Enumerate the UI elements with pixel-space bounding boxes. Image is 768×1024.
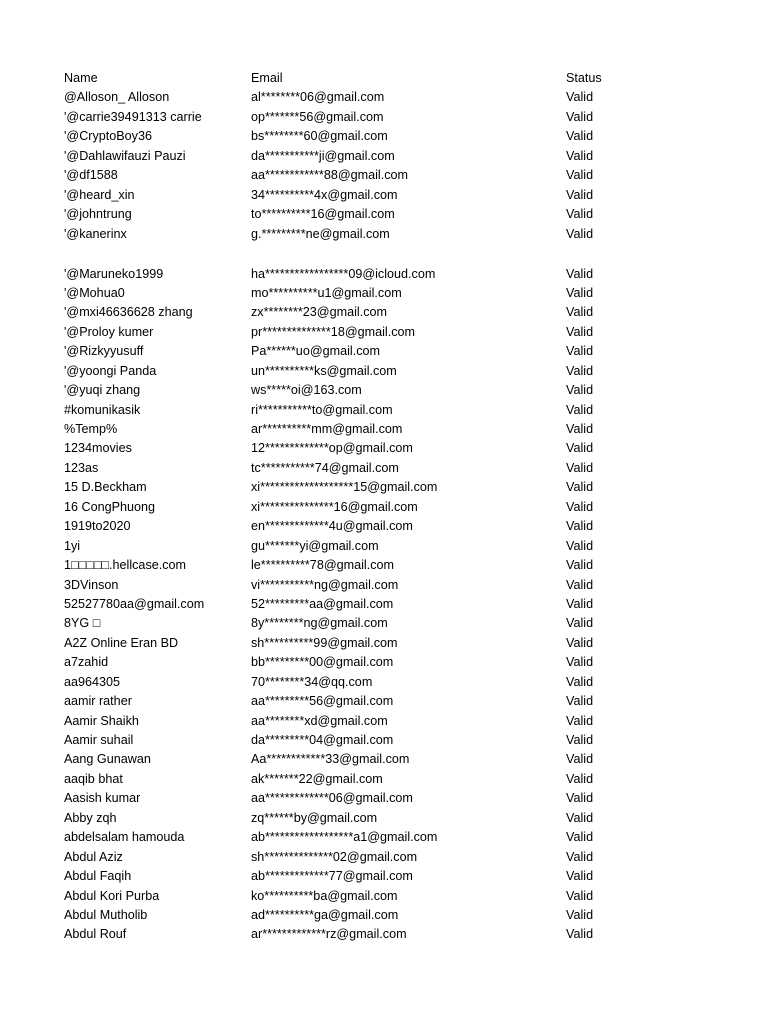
row-status-cell: Valid bbox=[566, 674, 594, 689]
row-email-cell: sh**************02@gmail.com bbox=[251, 849, 418, 864]
row-name-cell: A2Z Online Eran BD bbox=[64, 635, 179, 650]
row-name-cell: '@yoongi Panda bbox=[64, 363, 157, 378]
row-name-cell: aa964305 bbox=[64, 674, 121, 689]
row-email-cell: Aa************33@gmail.com bbox=[251, 752, 410, 767]
row-status-cell: Valid bbox=[566, 869, 594, 884]
row-name-cell: 16 CongPhuong bbox=[64, 499, 156, 514]
table-row bbox=[64, 284, 664, 303]
row-email-cell: le**********78@gmail.com bbox=[251, 558, 394, 573]
table-row bbox=[64, 537, 664, 556]
row-status-cell: Valid bbox=[566, 109, 594, 124]
table-row bbox=[64, 906, 664, 925]
table-row bbox=[64, 303, 664, 322]
row-name-cell: %Temp% bbox=[64, 422, 118, 437]
row-status-cell: Valid bbox=[566, 90, 594, 105]
table-row bbox=[64, 634, 664, 653]
row-name-cell: aaqib bhat bbox=[64, 771, 123, 786]
row-name-cell: Aasish kumar bbox=[64, 791, 141, 806]
email-column-header: Email bbox=[251, 71, 283, 85]
row-name-cell: Abby zqh bbox=[64, 810, 117, 825]
row-email-cell: 34**********4x@gmail.com bbox=[251, 187, 398, 202]
row-status-cell: Valid bbox=[566, 577, 594, 592]
row-name-cell: 1234movies bbox=[64, 441, 132, 456]
row-status-cell: Valid bbox=[566, 538, 594, 553]
table-row bbox=[64, 576, 664, 595]
row-name-cell: '@Dahlawifauzi Pauzi bbox=[64, 148, 186, 163]
row-name-cell: 1919to2020 bbox=[64, 519, 131, 534]
row-name-cell: 123as bbox=[64, 460, 99, 475]
row-name-cell: 15 D.Beckham bbox=[64, 480, 147, 495]
row-status-cell: Valid bbox=[566, 558, 594, 573]
row-status-cell: Valid bbox=[566, 616, 594, 631]
row-name-cell: a7zahid bbox=[64, 655, 109, 670]
status-column-header: Status bbox=[566, 71, 602, 85]
row-name-cell: 1□□□□□.hellcase.com bbox=[64, 558, 187, 573]
table-row bbox=[64, 887, 664, 906]
table-row bbox=[64, 828, 664, 847]
row-name-cell: #komunikasik bbox=[64, 402, 141, 417]
table-row bbox=[64, 323, 664, 342]
row-email-cell: zq******by@gmail.com bbox=[251, 810, 378, 825]
table-row bbox=[64, 205, 664, 224]
row-name-cell: '@Mohua0 bbox=[64, 285, 125, 300]
table-row bbox=[64, 653, 664, 672]
row-status-cell: Valid bbox=[566, 148, 594, 163]
row-email-cell: 52*********aa@gmail.com bbox=[251, 596, 394, 611]
row-status-cell: Valid bbox=[566, 324, 594, 339]
row-email-cell: aa*************06@gmail.com bbox=[251, 791, 413, 806]
row-name-cell: Abdul Rouf bbox=[64, 927, 127, 942]
row-email-cell: tc***********74@gmail.com bbox=[251, 460, 399, 475]
table-row bbox=[64, 731, 664, 750]
row-status-cell: Valid bbox=[566, 383, 594, 398]
table-row bbox=[64, 401, 664, 420]
table-row bbox=[64, 809, 664, 828]
row-status-cell: Valid bbox=[566, 344, 594, 359]
row-email-cell: g.*********ne@gmail.com bbox=[251, 226, 390, 241]
row-status-cell: Valid bbox=[566, 733, 594, 748]
row-status-cell: Valid bbox=[566, 752, 594, 767]
table-row bbox=[64, 673, 664, 692]
row-name-cell: 3DVinson bbox=[64, 577, 119, 592]
row-status-cell: Valid bbox=[566, 849, 594, 864]
row-email-cell: ar*************rz@gmail.com bbox=[251, 927, 407, 942]
row-email-cell: bs********60@gmail.com bbox=[251, 129, 388, 144]
row-email-cell: 12*************op@gmail.com bbox=[251, 441, 413, 456]
row-status-cell: Valid bbox=[566, 168, 594, 183]
row-status-cell: Valid bbox=[566, 907, 594, 922]
table-group-2 bbox=[64, 265, 664, 945]
row-name-cell: '@CryptoBoy36 bbox=[64, 129, 152, 144]
row-status-cell: Valid bbox=[566, 402, 594, 417]
row-name-cell: Abdul Faqih bbox=[64, 869, 132, 884]
row-email-cell: zx********23@gmail.com bbox=[251, 305, 387, 320]
row-email-cell: ak*******22@gmail.com bbox=[251, 771, 383, 786]
table-row bbox=[64, 166, 664, 185]
row-name-cell: '@Proloy kumer bbox=[64, 324, 154, 339]
row-status-cell: Valid bbox=[566, 771, 594, 786]
row-email-cell: un**********ks@gmail.com bbox=[251, 363, 397, 378]
row-email-cell: ha*****************09@icloud.com bbox=[251, 266, 436, 281]
table-row bbox=[64, 186, 664, 205]
row-email-cell: ab*************77@gmail.com bbox=[251, 869, 413, 884]
row-name-cell: aamir rather bbox=[64, 694, 132, 709]
row-status-cell: Valid bbox=[566, 285, 594, 300]
row-email-cell: ri***********to@gmail.com bbox=[251, 402, 393, 417]
row-status-cell: Valid bbox=[566, 810, 594, 825]
name-column-header: Name bbox=[64, 71, 98, 85]
row-status-cell: Valid bbox=[566, 363, 594, 378]
table-row bbox=[64, 750, 664, 769]
row-email-cell: da***********ji@gmail.com bbox=[251, 148, 395, 163]
row-name-cell: Aamir suhail bbox=[64, 733, 134, 748]
row-status-cell: Valid bbox=[566, 791, 594, 806]
table-row bbox=[64, 362, 664, 381]
row-name-cell: @Alloson_ Alloson bbox=[64, 90, 170, 105]
table-row bbox=[64, 595, 664, 614]
row-name-cell: 52527780aa@gmail.com bbox=[64, 596, 205, 611]
row-status-cell: Valid bbox=[566, 207, 594, 222]
row-name-cell: '@kanerinx bbox=[64, 226, 127, 241]
row-status-cell: Valid bbox=[566, 129, 594, 144]
row-email-cell: vi***********ng@gmail.com bbox=[251, 577, 399, 592]
row-status-cell: Valid bbox=[566, 305, 594, 320]
table-row bbox=[64, 692, 664, 711]
table-row bbox=[64, 712, 664, 731]
row-name-cell: '@yuqi zhang bbox=[64, 383, 141, 398]
table-row bbox=[64, 517, 664, 536]
row-status-cell: Valid bbox=[566, 694, 594, 709]
row-status-cell: Valid bbox=[566, 460, 594, 475]
row-status-cell: Valid bbox=[566, 927, 594, 942]
row-name-cell: '@df1588 bbox=[64, 168, 118, 183]
table-row bbox=[64, 420, 664, 439]
row-name-cell: abdelsalam hamouda bbox=[64, 830, 185, 845]
table-row bbox=[64, 459, 664, 478]
row-email-cell: 70********34@qq.com bbox=[251, 674, 373, 689]
table-row bbox=[64, 867, 664, 886]
row-email-cell: ab******************a1@gmail.com bbox=[251, 830, 438, 845]
row-status-cell: Valid bbox=[566, 888, 594, 903]
row-email-cell: ws*****oi@163.com bbox=[251, 383, 362, 398]
blank-row bbox=[64, 244, 664, 265]
row-status-cell: Valid bbox=[566, 519, 594, 534]
row-name-cell: '@heard_xin bbox=[64, 187, 135, 202]
row-email-cell: da*********04@gmail.com bbox=[251, 733, 394, 748]
row-email-cell: gu*******yi@gmail.com bbox=[251, 538, 379, 553]
row-name-cell: Aamir Shaikh bbox=[64, 713, 139, 728]
row-email-cell: op*******56@gmail.com bbox=[251, 109, 384, 124]
row-email-cell: xi***************16@gmail.com bbox=[251, 499, 418, 514]
row-email-cell: sh**********99@gmail.com bbox=[251, 635, 398, 650]
row-name-cell: '@carrie39491313 carrie bbox=[64, 109, 202, 124]
row-email-cell: aa********xd@gmail.com bbox=[251, 713, 388, 728]
table-row bbox=[64, 925, 664, 944]
table-group-1 bbox=[64, 88, 664, 244]
row-status-cell: Valid bbox=[566, 596, 594, 611]
table-row bbox=[64, 225, 664, 244]
row-status-cell: Valid bbox=[566, 441, 594, 456]
row-status-cell: Valid bbox=[566, 226, 594, 241]
contact-table bbox=[64, 69, 664, 945]
row-email-cell: aa************88@gmail.com bbox=[251, 168, 408, 183]
row-status-cell: Valid bbox=[566, 655, 594, 670]
row-status-cell: Valid bbox=[566, 187, 594, 202]
row-email-cell: bb*********00@gmail.com bbox=[251, 655, 394, 670]
row-status-cell: Valid bbox=[566, 266, 594, 281]
row-name-cell: '@Maruneko1999 bbox=[64, 266, 164, 281]
row-email-cell: ko**********ba@gmail.com bbox=[251, 888, 398, 903]
table-row bbox=[64, 439, 664, 458]
row-email-cell: to**********16@gmail.com bbox=[251, 207, 395, 222]
table-row bbox=[64, 108, 664, 127]
table-row bbox=[64, 498, 664, 517]
row-status-cell: Valid bbox=[566, 480, 594, 495]
table-row bbox=[64, 381, 664, 400]
row-email-cell: ad**********ga@gmail.com bbox=[251, 907, 399, 922]
row-name-cell: Abdul Aziz bbox=[64, 849, 123, 864]
table-row bbox=[64, 342, 664, 361]
table-row bbox=[64, 770, 664, 789]
table-row bbox=[64, 614, 664, 633]
row-name-cell: '@johntrung bbox=[64, 207, 132, 222]
row-email-cell: pr**************18@gmail.com bbox=[251, 324, 415, 339]
table-row bbox=[64, 265, 664, 284]
row-email-cell: aa*********56@gmail.com bbox=[251, 694, 394, 709]
row-email-cell: en*************4u@gmail.com bbox=[251, 519, 413, 534]
row-status-cell: Valid bbox=[566, 830, 594, 845]
row-email-cell: Pa******uo@gmail.com bbox=[251, 344, 380, 359]
row-name-cell: 1yi bbox=[64, 538, 81, 553]
row-name-cell: Abdul Mutholib bbox=[64, 907, 148, 922]
row-name-cell: '@Rizkyyusuff bbox=[64, 344, 144, 359]
table-row bbox=[64, 848, 664, 867]
table-row bbox=[64, 478, 664, 497]
row-status-cell: Valid bbox=[566, 499, 594, 514]
row-email-cell: mo**********u1@gmail.com bbox=[251, 285, 402, 300]
row-name-cell: Abdul Kori Purba bbox=[64, 888, 160, 903]
table-row bbox=[64, 127, 664, 146]
row-email-cell: al********06@gmail.com bbox=[251, 90, 385, 105]
row-email-cell: ar**********mm@gmail.com bbox=[251, 422, 403, 437]
row-name-cell: '@mxi46636628 zhang bbox=[64, 305, 193, 320]
row-status-cell: Valid bbox=[566, 713, 594, 728]
row-name-cell: 8YG □ bbox=[64, 616, 101, 631]
row-status-cell: Valid bbox=[566, 635, 594, 650]
table-row bbox=[64, 789, 664, 808]
table-row bbox=[64, 88, 664, 107]
row-status-cell: Valid bbox=[566, 422, 594, 437]
row-name-cell: Aang Gunawan bbox=[64, 752, 151, 767]
table-header bbox=[64, 69, 664, 88]
table-row bbox=[64, 556, 664, 575]
table-row bbox=[64, 147, 664, 166]
row-email-cell: 8y********ng@gmail.com bbox=[251, 616, 388, 631]
row-email-cell: xi*******************15@gmail.com bbox=[251, 480, 438, 495]
